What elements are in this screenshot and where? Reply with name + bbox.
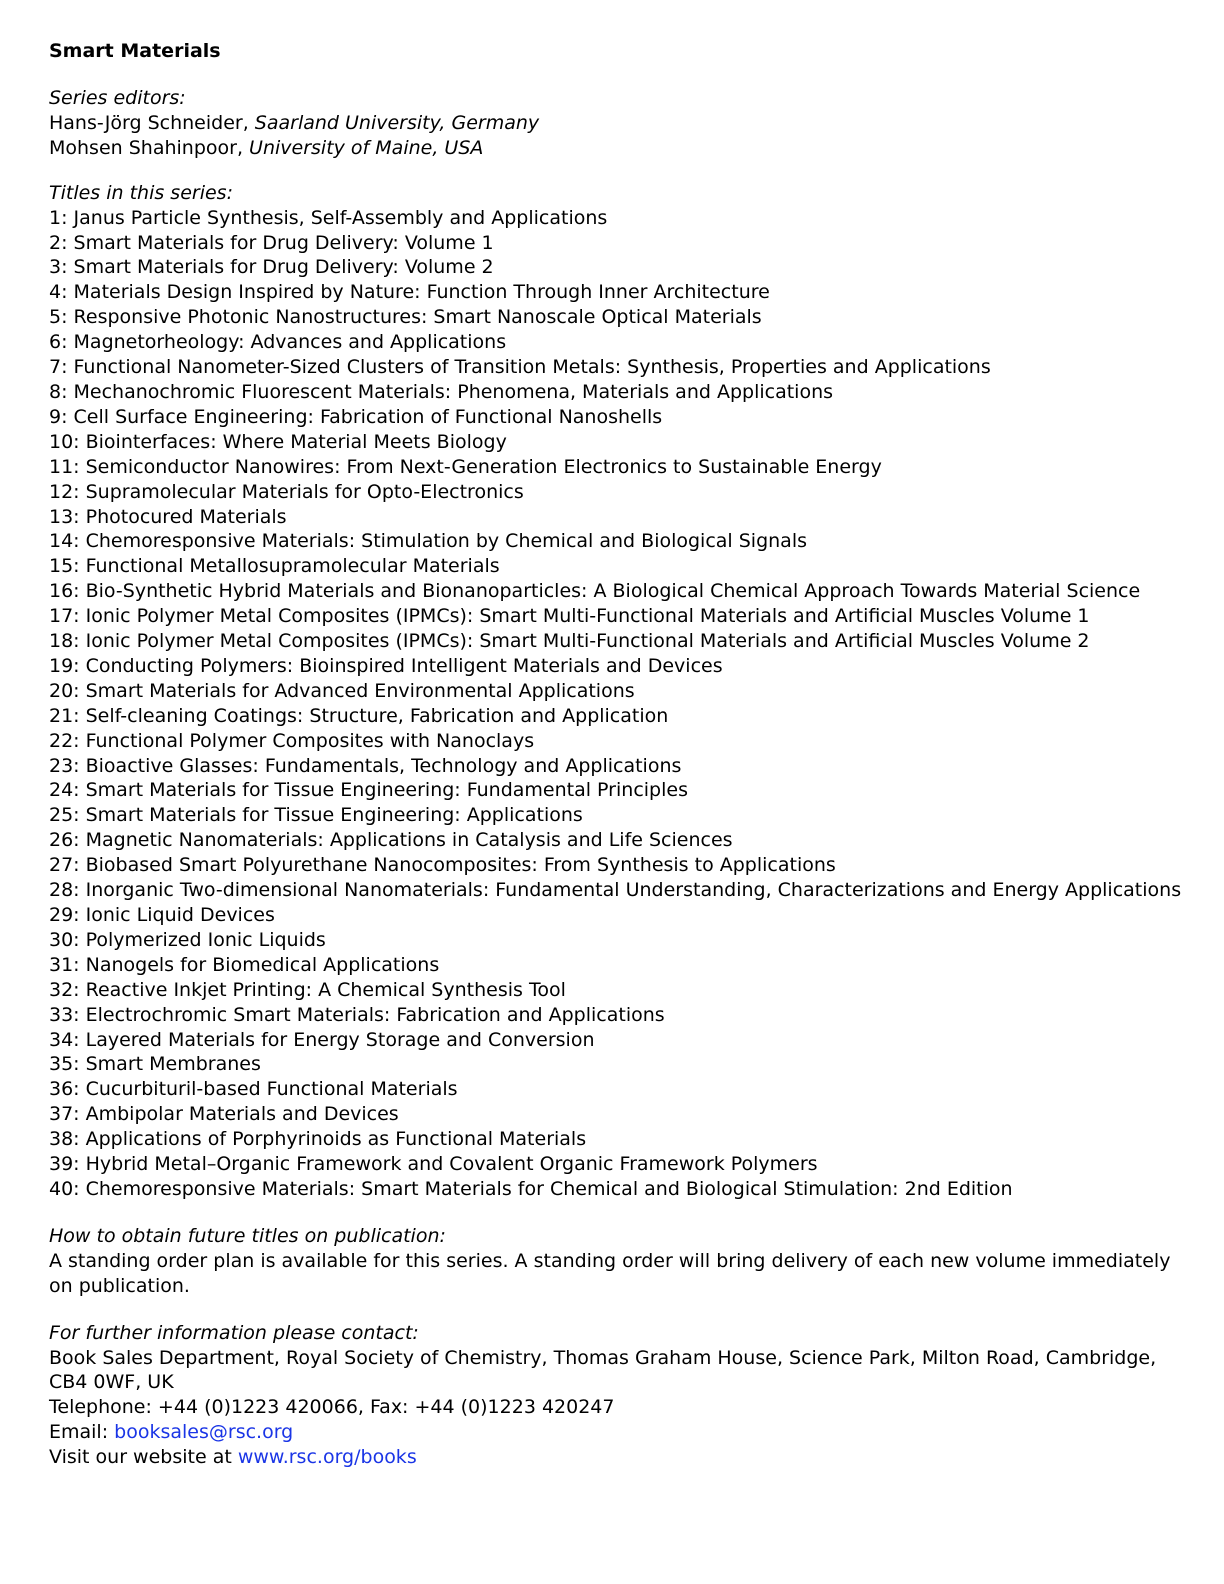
title-list-item: 36: Cucurbituril-based Functional Materials: [49, 1078, 458, 1101]
title-list-item: 1: Janus Particle Synthesis, Self-Assembly and Applications: [49, 206, 608, 229]
series-editors-section: [49, 86, 1175, 161]
title-list-item: 30: Polymerized Ionic Liquids: [49, 928, 326, 951]
title-list-item: 5: Responsive Photonic Nanostructures: Smart Nanoscale Optical Materials: [49, 306, 762, 329]
contact-section: [49, 1321, 1175, 1470]
title-list-item: 25: Smart Materials for Tissue Engineering: Applications: [49, 804, 583, 827]
editor-affiliation: Saarland University, Germany: [254, 111, 540, 134]
title-list-item: 22: Functional Polymer Composites with Nanoclays: [49, 729, 535, 752]
titles-heading: Titles in this series:: [49, 181, 233, 204]
title-list-item: 4: Materials Design Inspired by Nature: Function Through Inner Architecture: [49, 281, 770, 304]
contact-phone-fax: Telephone: +44 (0)1223 420066, Fax: +44 (0)1223 420247: [49, 1396, 615, 1419]
title-list-item: 16: Bio-Synthetic Hybrid Materials and Bionanoparticles: A Biological Chemical Approach Towards Material Science: [49, 580, 1141, 603]
title-list-item: 19: Conducting Polymers: Bioinspired Intelligent Materials and Devices: [49, 654, 723, 677]
title-list-item: 31: Nanogels for Biomedical Applications: [49, 953, 440, 976]
contact-website-line: [49, 1445, 1175, 1470]
website-label: Visit our website at: [49, 1446, 238, 1469]
title-list-item: 35: Smart Membranes: [49, 1053, 261, 1076]
editor-name: Hans-Jörg Schneider,: [49, 111, 255, 134]
contact-heading: For further information please contact:: [49, 1321, 419, 1344]
title-list-item: 2: Smart Materials for Drug Delivery: Volume 1: [49, 231, 494, 254]
title-list-item: 9: Cell Surface Engineering: Fabrication of Functional Nanoshells: [49, 405, 663, 428]
title-list-item: 23: Bioactive Glasses: Fundamentals, Technology and Applications: [49, 754, 682, 777]
title-list-item: 33: Electrochromic Smart Materials: Fabrication and Applications: [49, 1003, 665, 1026]
titles-section: [49, 181, 1182, 1202]
editor-name: Mohsen Shahinpoor,: [49, 136, 250, 159]
title-list-item: 34: Layered Materials for Energy Storage and Conversion: [49, 1028, 595, 1051]
title-list-item: 38: Applications of Porphyrinoids as Functional Materials: [49, 1128, 587, 1151]
title-list-item: 7: Functional Nanometer-Sized Clusters of Transition Metals: Synthesis, Properties and Applications: [49, 356, 991, 379]
title-list-item: 15: Functional Metallosupramolecular Materials: [49, 555, 500, 578]
title-list-item: 8: Mechanochromic Fluorescent Materials: Phenomena, Materials and Applications: [49, 380, 834, 403]
editor-affiliation: University of Maine, USA: [249, 136, 484, 159]
title-list-item: 27: Biobased Smart Polyurethane Nanocomposites: From Synthesis to Applications: [49, 854, 836, 877]
title-list-item: 26: Magnetic Nanomaterials: Applications in Catalysis and Life Sciences: [49, 829, 733, 852]
page-content: [49, 38, 1182, 1470]
title-list-item: 13: Photocured Materials: [49, 505, 287, 528]
title-list-item: 18: Ionic Polymer Metal Composites (IPMCs): Smart Multi-Functional Materials and Artificial Muscles Volume 2: [49, 630, 1090, 653]
future-titles-section: [49, 1224, 1175, 1299]
future-titles-text: A standing order plan is available for this series. A standing order will bring delivery of each new volume immediately on publication.: [49, 1249, 1171, 1297]
title-list-item: 37: Ambipolar Materials and Devices: [49, 1103, 399, 1126]
title-list-item: 17: Ionic Polymer Metal Composites (IPMCs): Smart Multi-Functional Materials and Artificial Muscles Volume 1: [49, 605, 1090, 628]
contact-address: Book Sales Department, Royal Society of Chemistry, Thomas Graham House, Science Park, Milton Road, Cambridge, CB4 0WF, UK: [49, 1346, 1157, 1394]
future-titles-heading: How to obtain future titles on publication:: [49, 1224, 446, 1247]
contact-email-line: [49, 1420, 1175, 1445]
email-label: Email:: [49, 1421, 115, 1444]
title-list-item: 20: Smart Materials for Advanced Environmental Applications: [49, 679, 635, 702]
title-list-item: 32: Reactive Inkjet Printing: A Chemical Synthesis Tool: [49, 978, 566, 1001]
editor-entry: [49, 111, 1175, 136]
title-list-item: 39: Hybrid Metal–Organic Framework and Covalent Organic Framework Polymers: [49, 1153, 818, 1176]
title-list-item: 6: Magnetorheology: Advances and Applications: [49, 331, 507, 354]
title-list-item: 10: Biointerfaces: Where Material Meets Biology: [49, 430, 507, 453]
title-list-item: 24: Smart Materials for Tissue Engineering: Fundamental Principles: [49, 779, 688, 802]
titles-list: [49, 206, 1182, 1202]
title-list-item: 29: Ionic Liquid Devices: [49, 904, 275, 926]
series-title: Smart Materials: [49, 40, 221, 62]
title-list-item: 12: Supramolecular Materials for Opto-Electronics: [49, 480, 524, 503]
title-list-item: 28: Inorganic Two-dimensional Nanomaterials: Fundamental Understanding, Characterizations and Energy Applications: [49, 879, 1182, 902]
email-link[interactable]: booksales@rsc.org: [114, 1421, 294, 1444]
title-list-item: 14: Chemoresponsive Materials: Stimulation by Chemical and Biological Signals: [49, 530, 808, 553]
website-link[interactable]: www.rsc.org/books: [237, 1446, 417, 1469]
title-list-item: 3: Smart Materials for Drug Delivery: Volume 2: [49, 256, 494, 279]
title-list-item: 11: Semiconductor Nanowires: From Next-Generation Electronics to Sustainable Energy: [49, 455, 882, 478]
series-editors-heading: Series editors:: [49, 87, 186, 109]
editor-entry: [49, 136, 1175, 161]
title-list-item: 40: Chemoresponsive Materials: Smart Materials for Chemical and Biological Stimulation: 2nd Edition: [49, 1177, 1013, 1200]
title-list-item: 21: Self-cleaning Coatings: Structure, Fabrication and Application: [49, 704, 669, 727]
